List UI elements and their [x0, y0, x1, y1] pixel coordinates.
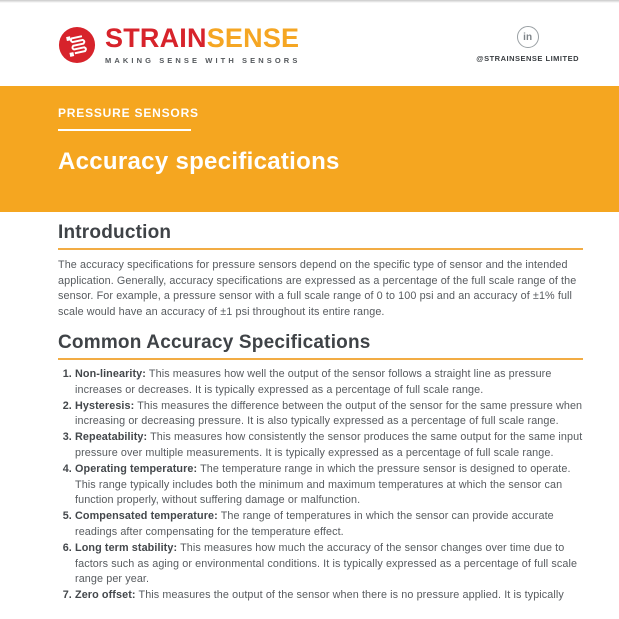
spec-list-item — [75, 588, 583, 604]
introduction-paragraph: The accuracy specifications for pressure sensors depend on the specific type of sensor and the intended application. Generally, accuracy specifications are expressed as a percentage of the full scale range of the sensor. For example, a pressure sensor with a full scale range of 0 to 100 psi and an accuracy of ±1% full scale would have an accuracy of ±1 psi throughout its entire range. — [58, 259, 577, 318]
brand-tagline: MAKING SENSE WITH SENSORS — [105, 55, 301, 65]
introduction-section — [58, 222, 583, 320]
spec-term: Compensated temperature: — [75, 510, 218, 523]
specifications-heading: Common Accuracy Specifications — [58, 332, 583, 360]
spec-term: Hysteresis: — [75, 399, 135, 412]
spec-term: Long term stability: — [75, 541, 178, 554]
social-handle[interactable]: @STRAINSENSE LIMITED — [476, 54, 579, 63]
spec-description: The range of temperatures in which the sensor can provide accurate readings after compensating for the temperature effect. — [75, 510, 554, 538]
spec-description: This measures how well the output of the sensor follows a straight line as pressure increases or decreases. It is typically expressed as a percentage of full scale range. — [75, 368, 552, 396]
strain-gauge-icon — [58, 26, 96, 64]
spec-list-item — [75, 430, 583, 462]
social-block — [476, 26, 579, 63]
linkedin-icon[interactable]: in — [517, 26, 539, 48]
brand-name — [105, 22, 300, 53]
spec-term: Repeatability: — [75, 431, 148, 444]
spec-description: This measures the difference between the output of the sensor for the same pressure when increasing or decreasing pressure. It is also typically expressed as a percentage of full scale range. — [75, 399, 583, 428]
spec-description: This measures the output of the sensor when there is no pressure applied. It is typically — [138, 589, 564, 602]
hero-banner — [0, 86, 619, 212]
spec-list-item — [75, 399, 583, 431]
spec-description: This measures how much the accuracy of the sensor changes over time due to factors such as aging or environmental conditions. It is typically expressed as a percentage of full scale range per year. — [75, 541, 578, 586]
spec-term: Zero offset: — [75, 589, 136, 602]
site-header — [0, 3, 619, 86]
spec-list-item — [75, 509, 583, 541]
brand-logo — [58, 22, 301, 65]
document-body — [0, 212, 619, 604]
spec-list-item — [75, 541, 583, 588]
category-underline — [58, 129, 191, 131]
spec-list-item — [75, 367, 583, 399]
spec-list-item — [75, 462, 583, 509]
spec-list — [58, 367, 583, 604]
page-title: Accuracy specifications — [58, 148, 340, 175]
spec-description: The temperature range in which the pressure sensor is designed to operate. This range typically includes both the minimum and maximum temperatures at which the sensor can function properly, without suffering damage or malfunction. — [75, 462, 571, 507]
brand-name-sense: SENSE — [206, 22, 300, 53]
spec-term: Operating temperature: — [75, 462, 198, 475]
specifications-section — [58, 332, 583, 604]
category-label: PRESSURE SENSORS — [58, 106, 199, 120]
spec-term: Non-linearity: — [75, 368, 146, 380]
brand-text — [105, 22, 301, 65]
introduction-heading: Introduction — [58, 222, 583, 250]
spec-description: This measures how consistently the sensor produces the same output for the same input pressure over multiple measurements. It is typically expressed as a percentage of full scale range. — [75, 431, 583, 459]
brand-name-strain: STRAIN — [105, 22, 207, 53]
